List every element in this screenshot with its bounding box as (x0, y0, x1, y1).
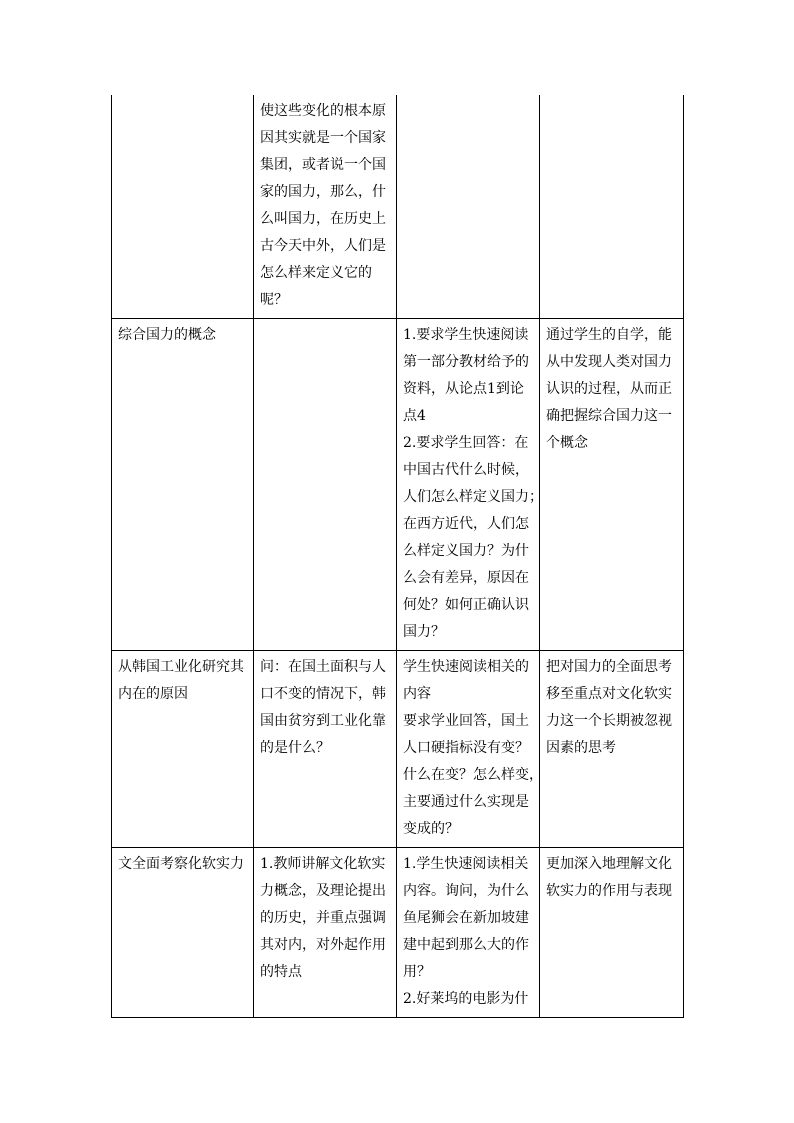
cell-text-line: 么样定义国力？为什 (403, 543, 529, 559)
cell-text-line: 认识的过程，从而正 (546, 381, 672, 397)
cell-text-line: 家的国力，那么，什 (260, 184, 386, 200)
cell-text-line: 确把握综合国力这一 (546, 408, 672, 424)
design-intent-cell (540, 651, 684, 848)
cell-text-line: 1.要求学生快速阅读 (403, 327, 529, 343)
student-activity-cell (397, 651, 543, 848)
table-row (112, 319, 684, 651)
cell-text-line: 何处？如何正确认识 (403, 597, 529, 613)
cell-text-line: 个概念 (546, 435, 588, 451)
teacher-activity-cell (254, 319, 397, 651)
cell-text-line: 口不变的情况下，韩 (260, 686, 386, 702)
cell-text-line: 建中起到那么大的作 (403, 937, 529, 953)
lesson-plan-table (111, 95, 684, 1018)
cell-text-line: 的特点 (260, 964, 302, 980)
cell-text-line: 要求学业回答，国土 (403, 713, 529, 729)
cell-text-line: 的历史，并重点强调 (260, 910, 386, 926)
cell-text-line: 问：在国土面积与人 (260, 659, 386, 675)
cell-text-line: 人们怎么样定义国力； (403, 489, 543, 505)
cell-text-line: 通过学生的自学，能 (546, 327, 672, 343)
cell-text-line: 力这一个长期被忽视 (546, 713, 672, 729)
cell-text-line: 国由贫穷到工业化靠 (260, 713, 386, 729)
student-activity-cell (397, 95, 540, 319)
design-intent-cell (540, 848, 684, 1018)
cell-text-line: 古今天中外，人们是 (260, 238, 386, 254)
cell-text-line: 因素的思考 (546, 740, 616, 756)
cell-text-line: 么叫国力，在历史上 (260, 211, 386, 227)
cell-text-line: 资料，从论点1到论 (403, 381, 524, 397)
section-cell: 从韩国工业化研究其内在的原因 (112, 651, 254, 848)
teacher-activity-cell (254, 95, 397, 319)
cell-text-line: 1.教师讲解文化软实 (260, 856, 386, 872)
cell-text-line: 内容。询问，为什么 (403, 883, 529, 899)
cell-text-line: 什么在变？怎么样变， (403, 767, 543, 783)
cell-text-line: 内容 (403, 686, 431, 702)
cell-text-line: 学生快速阅读相关的 (403, 659, 529, 675)
section-cell: 综合国力的概念 (112, 319, 254, 651)
teacher-activity-cell (254, 651, 397, 848)
cell-text-line: 从中发现人类对国力 (546, 354, 672, 370)
design-intent-cell (540, 95, 684, 319)
cell-text-line: 2.要求学生回答：在 (403, 435, 529, 451)
cell-text-line: 鱼尾狮会在新加坡建 (403, 910, 529, 926)
cell-text-line: 软实力的作用与表现 (546, 883, 672, 899)
teacher-activity-cell (254, 848, 397, 1018)
student-activity-cell (397, 848, 540, 1018)
cell-text-line: 其对内，对外起作用 (260, 937, 386, 953)
cell-text-line: 第一部分教材给予的 (403, 354, 529, 370)
cell-text-line: 把对国力的全面思考 (546, 659, 672, 675)
design-intent-cell (540, 319, 684, 651)
cell-text-line: 点4 (403, 408, 426, 424)
table-row (112, 848, 684, 1018)
cell-text-line: 更加深入地理解文化 (546, 856, 672, 872)
cell-text-line: 变成的？ (403, 821, 459, 837)
cell-text-line: 移至重点对文化软实 (546, 686, 672, 702)
cell-text-line: 呢？ (260, 292, 288, 308)
cell-text-line: 在西方近代，人们怎 (403, 516, 529, 532)
cell-text-line: 么会有差异，原因在 (403, 570, 529, 586)
cell-text-line: 用？ (403, 964, 431, 980)
cell-text-line: 集团，或者说一个国 (260, 157, 386, 173)
cell-text-line: 主要通过什么实现是 (403, 794, 529, 810)
cell-text-line: 力概念，及理论提出 (260, 883, 386, 899)
cell-text-line: 中国古代什么时候， (403, 462, 529, 478)
cell-text-line: 因其实就是一个国家 (260, 130, 386, 146)
section-cell: 文全面考察化软实力 (112, 848, 254, 1018)
cell-text-line: 人口硬指标没有变？ (403, 740, 529, 756)
student-activity-cell (397, 319, 543, 651)
cell-text-line: 1.学生快速阅读相关 (403, 856, 529, 872)
cell-text-line: 使这些变化的根本原 (260, 103, 386, 119)
cell-text-line: 怎么样来定义它的 (260, 265, 372, 281)
section-cell (112, 95, 254, 319)
table-row (112, 651, 684, 848)
table-row (112, 95, 684, 319)
cell-text-line: 国力？ (403, 624, 445, 640)
cell-text-line: 2.好莱坞的电影为什 (403, 991, 529, 1007)
cell-text-line: 的是什么？ (260, 740, 330, 756)
